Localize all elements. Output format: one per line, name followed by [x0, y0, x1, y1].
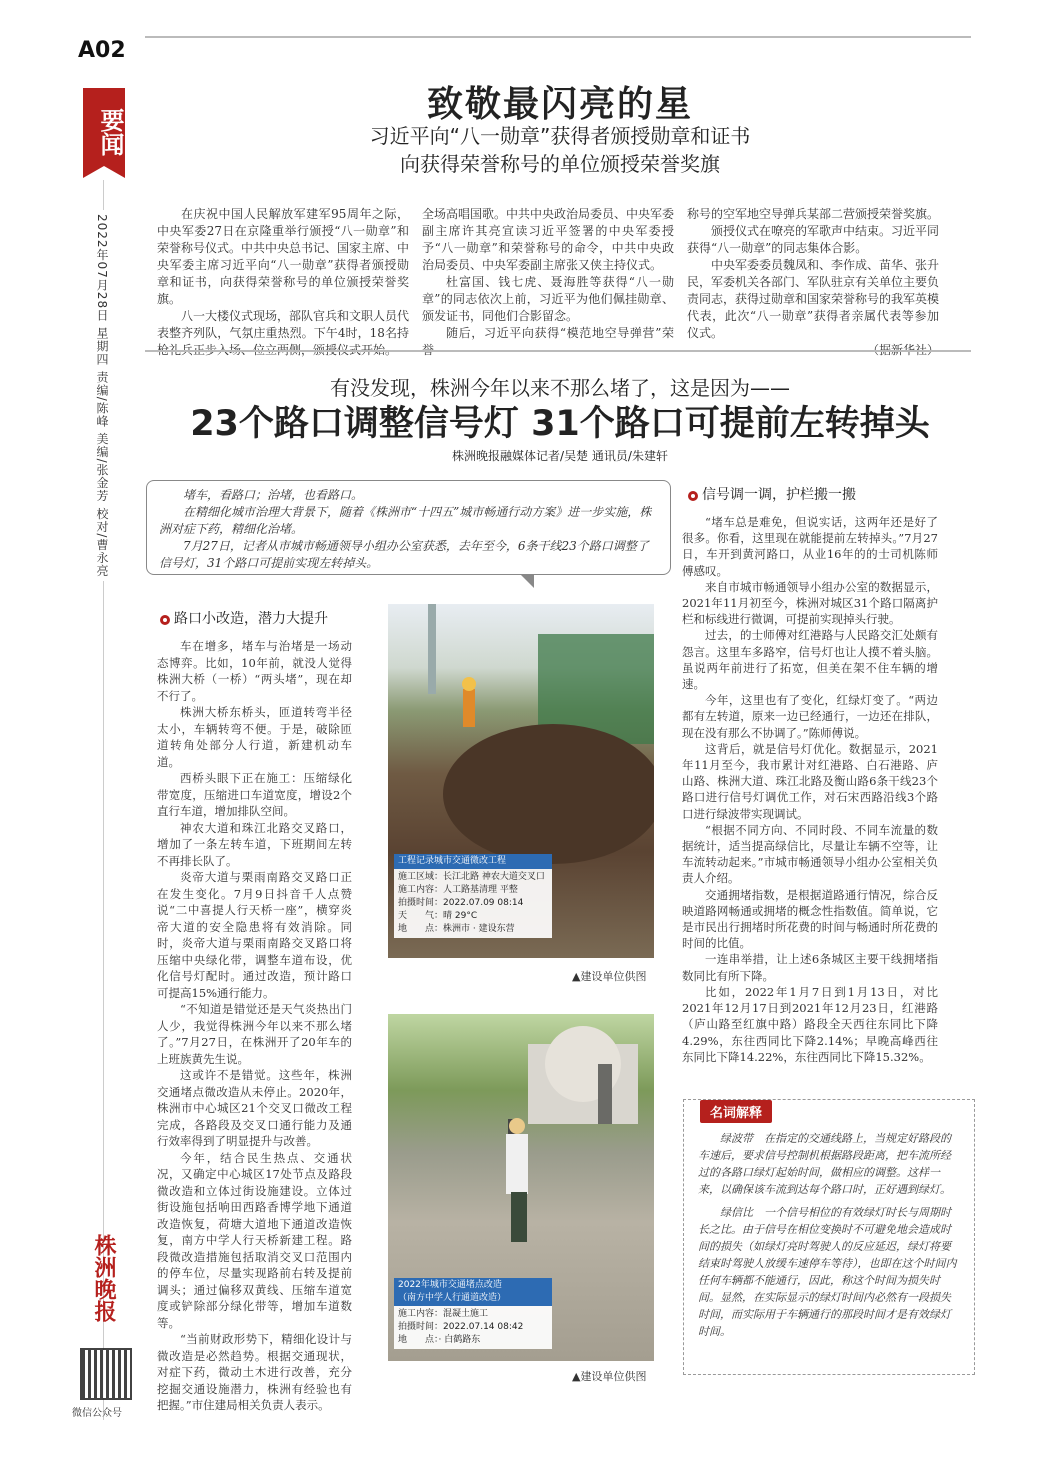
stamp-line: 地 点：· 白鹤路东 [398, 1335, 481, 1345]
paragraph: 在庆祝中国人民解放军建军95周年之际，中央军委27日在京隆重举行颁授“八一勋章”和荣誉称号仪式。中共中央总书记、国家主席、中央军委主席习近平向“八一勋章”获得者颁授勋章和证书，向获得荣誉称号的单位颁授荣誉奖旗。 [157, 207, 410, 306]
story2-kicker: 有没发现，株洲今年以来不那么堵了，这是因为—— [330, 376, 790, 400]
paragraph: 来自市城市畅通领导小组办公室的数据显示，2021年11月初至今，株洲对城区31个路口隔离护栏和标线进行微调，可提前实现掉头行驶。 [682, 579, 938, 627]
paragraph: “堵车总是难免，但说实话，这两年还是好了很多。你看，这里现在就能提前左转掉头。”7月27日，车开到黄河路口，从业16年的的士司机陈师傅感叹。 [682, 515, 938, 578]
stamp-line: 施工内容：混凝土施工 [398, 1309, 489, 1319]
glossary-entry: 绿波带 在指定的交通线路上，当规定好路段的车速后，要求信号控制机根据路段距离，把车流所经过的各路口绿灯起始时间，做相应的调整。这样一来，以确保该车流到达每个路口时，正好遇到绿灯。 [698, 1132, 951, 1196]
glossary-box [683, 1099, 975, 1375]
newspaper-logo: 株洲晚报 [91, 1234, 117, 1322]
subhead-1 [160, 608, 328, 628]
story1-subtitle-line1: 习近平向“八一勋章”获得者颁授勋章和证书 [369, 124, 751, 148]
paragraph: 一连串举措，让上述6条城区主要干线拥堵指数同比有所下降。 [682, 952, 938, 983]
paragraph: 今年，结合民生热点、交通状况，又确定中心城区17处节点及路段微改造和立体过街设施建设。立体过街设施包括响田西路香博学地下通道改造恢复，荷塘大道地下通道改造恢复，南方中学人行天桥新建工程。路段微改造措施包括取消交叉口范围内的停车位，尽量实现路前右转及提前调头；通过偏移双黄线、压缩车道宽度或铲除部分绿化带等，增加车道数等。 [157, 1150, 352, 1330]
paragraph: 比如，2022年1月7日到1月13日，对比2021年12月17日到2021年12月23日，红港路（庐山路至红旗中路）路段全天西往东同比下降4.29%，东往西同比下降2.14%；早晚高峰西往东同比下降14.22%，东往西同比下降15.32%。 [682, 984, 938, 1064]
paragraph: 今年，这里也有了变化，红绿灯变了。“两边都有左转道，原来一边已经通行，一边还在排队，现在没有那么不协调了。”陈师傅说。 [682, 693, 938, 740]
story1-title: 致敬最闪亮的星 [426, 84, 693, 125]
paragraph: “根据不同方向、不同时段、不同车流量的数据统计，适当提高绿信比，尽量让车辆不空等，让车流转动起来。”市城市畅通领导小组办公室相关负责人介绍。 [682, 822, 938, 886]
story1-column-2 [422, 206, 674, 359]
paragraph: 株洲大桥东桥头，匝道转弯半径太小，车辆转弯不便。于是，破除匝道转角处部分人行道，新建机动车道。 [157, 705, 352, 769]
story2-lead-box [146, 480, 671, 575]
lead-paragraph: 堵车，看路口；治堵，也看路口。 [183, 488, 364, 502]
story1-subtitle [150, 122, 970, 178]
stamp-line: 拍摄时间：2022.07.09 08:14 [398, 898, 524, 908]
story2-right-column [682, 514, 938, 1065]
paragraph: 随后，习近平向获得“模范地空导弹营”荣 [446, 326, 674, 340]
subhead-bullet-icon [688, 491, 698, 501]
photo-1-stamp [394, 854, 552, 938]
paragraph: 过去，的士师傅对红港路与人民路交汇处颇有怨言。这里车多路窄，信号灯也让人摸不着头脑。虽说两年前进行了拓宽，但美在架不住车辆的增速。 [682, 628, 938, 692]
lead-paragraph: 7月27日，记者从市城市畅通领导小组办公室获悉，去年至今，6条干线23个路口调整了信号灯，31个路口可提前实现左转掉头。 [159, 539, 649, 570]
paragraph: 西桥头眼下正在施工：压缩绿化带宽度，压缩进口车道宽度，增设2个直行车道，增加排队空间。 [157, 771, 352, 818]
photo-2-caption: ▲建设单位供图 [572, 1370, 647, 1383]
edition-meta: 2022年07月28日 星期四 责编/陈峰 美编/张金芳 校对/曹永亮 [94, 210, 111, 581]
photo-2-stamp-title [394, 1278, 552, 1306]
construction-photo-2 [388, 1014, 654, 1361]
subhead-2-text: 信号调一调，护栏搬一搬 [702, 487, 856, 503]
photo-2-stamp [394, 1278, 552, 1349]
stamp-line: 施工区域：长江北路 神农大道交叉口 [398, 872, 545, 882]
story1-column-3 [687, 206, 939, 359]
story-divider [145, 350, 971, 352]
paragraph: 颁授仪式在嘹亮的军歌声中结束。习近平同获得“八一勋章”的同志集体合影。 [687, 224, 940, 255]
paragraph: “不知道是错觉还是天气炎热出门人少，我觉得株洲今年以来不那么堵了。”7月27日，在株洲开了20年车的上班族黄先生说。 [157, 1002, 352, 1066]
glossary-entry: 绿信比 一个信号相位的有效绿灯时长与周期时长之比。由于信号在相位变换时不可避免地会造成时间的损失（如绿灯亮时驾驶人的反应延迟，绿灯将要结束时驾驶人放缓车速停车等待），也即在这个时间内任何车辆都不能通行，因此，称这个时间为损失时间。显然，在实际显示的绿灯时间内必然有一段损失时间，而实际用于车辆通行的那段时间才是有效绿灯时间。 [698, 1206, 957, 1338]
paragraph: 这背后，就是信号灯优化。数据显示，2021年11月至今，我市累计对红港路、白石港路、庐山路、株洲大道、珠江北路及衡山路6条干线23个路口进行信号灯调优工作，对石宋西路沿线3个路口进行绿波带实现调试。 [682, 741, 938, 821]
paragraph: 车在增多，堵车与治堵是一场动态博弈。比如，10年前，就没人觉得株洲大桥（一桥）“两头堵”，现在却不行了。 [157, 639, 352, 703]
lead-box-tail [520, 574, 534, 588]
paragraph: 中央军委委员魏凤和、李作成、苗华、张升民，军委机关各部门、军队驻京有关单位主要负责同志，获得过勋章和国家荣誉称号的我军英模代表，此次“八一勋章”获得者亲属代表等参加仪式。 [687, 258, 940, 340]
construction-photo-1 [388, 604, 654, 958]
photo-2-stamp-subtitle: （南方中学人行通道改造） [398, 1293, 507, 1303]
page-number: A02 [78, 38, 126, 63]
stamp-line: 施工内容：人工路基清理 平整 [398, 885, 518, 895]
top-rule [145, 36, 971, 38]
glossary-tag: 名词解释 [700, 1100, 772, 1123]
story1-subtitle-line2: 向获得荣誉称号的单位颁授荣誉奖旗 [400, 152, 720, 176]
subhead-1-text: 路口小改造，潜力大提升 [174, 611, 328, 627]
section-label-tail [83, 166, 125, 178]
paragraph: 杜富国、钱七虎、聂海胜等获得“八一勋章”的同志依次上前，习近平为他们佩挂勋章、颁发证书，同他们合影留念。 [422, 275, 674, 323]
paragraph: “当前财政形势下，精细化设计与微改造是必然趋势。根据交通现状，对症下药，微动土木进行改善，充分挖掘交通设施潜力，株洲有经验也有把握。”市住建局相关负责人表示。 [157, 1332, 352, 1412]
paragraph: 炎帝大道与栗雨南路交叉路口正在发生变化。7月9日抖音千人点赞说“二中喜提人行天桥一座”，横穿炎帝大道的安全隐患将有效消除。同时，炎帝大道与栗雨南路交叉路口将压缩中央绿化带，调整车道布设，优化信号灯配时。通过改造，预计路口可提高15%通行能力。 [157, 870, 352, 1000]
story2-byline: 株洲晚报融媒体记者/吴楚 通讯员/朱建轩 [452, 449, 668, 463]
photo-1-stamp-title: 工程记录城市交通微改工程 [394, 854, 552, 869]
qr-code-label: 微信公众号 [72, 1408, 122, 1419]
paragraph: 交通拥堵指数，是根据道路通行情况，综合反映道路网畅通或拥堵的概念性指数值。简单说，它是市民出行拥堵时所花费的时间与畅通时所花费的时间的比值。 [682, 887, 938, 951]
story1-column-1 [157, 206, 409, 359]
stamp-line: 拍摄时间：2022.07.14 08:42 [398, 1322, 524, 1332]
section-label: 要闻 [83, 88, 125, 166]
paragraph: 全场高唱国歌。中共中央政治局委员、中央军委副主席许其亮宣读习近平签署的中央军委授予“八一勋章”和荣誉称号的命令，中共中央政治局委员、中央军委副主席张又侠主持仪式。 [422, 207, 675, 272]
subhead-bullet-icon [160, 615, 170, 625]
paragraph: 这或许不是错觉。这些年，株洲交通堵点微改造从未停止。2020年，株洲市中心城区21个交叉口微改工程完成，各路段及交叉口通行能力及通行效率得到了明显提升与改善。 [157, 1068, 352, 1148]
subhead-2 [688, 484, 856, 504]
story2-headline: 23个路口调整信号灯 31个路口可提前左转掉头 [190, 404, 930, 444]
stamp-line: 天 气：晴 29°C [398, 911, 478, 921]
photo-1-caption: ▲建设单位供图 [572, 970, 647, 983]
qr-code-icon[interactable] [80, 1348, 132, 1400]
photo-2-stamp-title-text: 2022年城市交通堵点改造 [398, 1280, 502, 1290]
paragraph: 称号的空军地空导弹兵某部二营颁授荣誉奖旗。 [687, 207, 940, 221]
lead-paragraph: 在精细化城市治理大背景下，随着《株洲市“十四五”城市畅通行动方案》进一步实施，株洲对症下药，精细化治堵。 [159, 505, 652, 536]
paragraph: 八一大楼仪式现场，部队官兵和文职人员代表整齐列队，气氛庄重热烈。下午4时，18名持 [157, 309, 410, 340]
stamp-line: 地 点：株洲市 · 建设东营 [398, 924, 515, 934]
paragraph: 神农大道和珠江北路交叉路口，增加了一条左转车道，下班期间左转不再排长队了。 [157, 820, 352, 868]
story2-left-column [157, 638, 352, 1414]
